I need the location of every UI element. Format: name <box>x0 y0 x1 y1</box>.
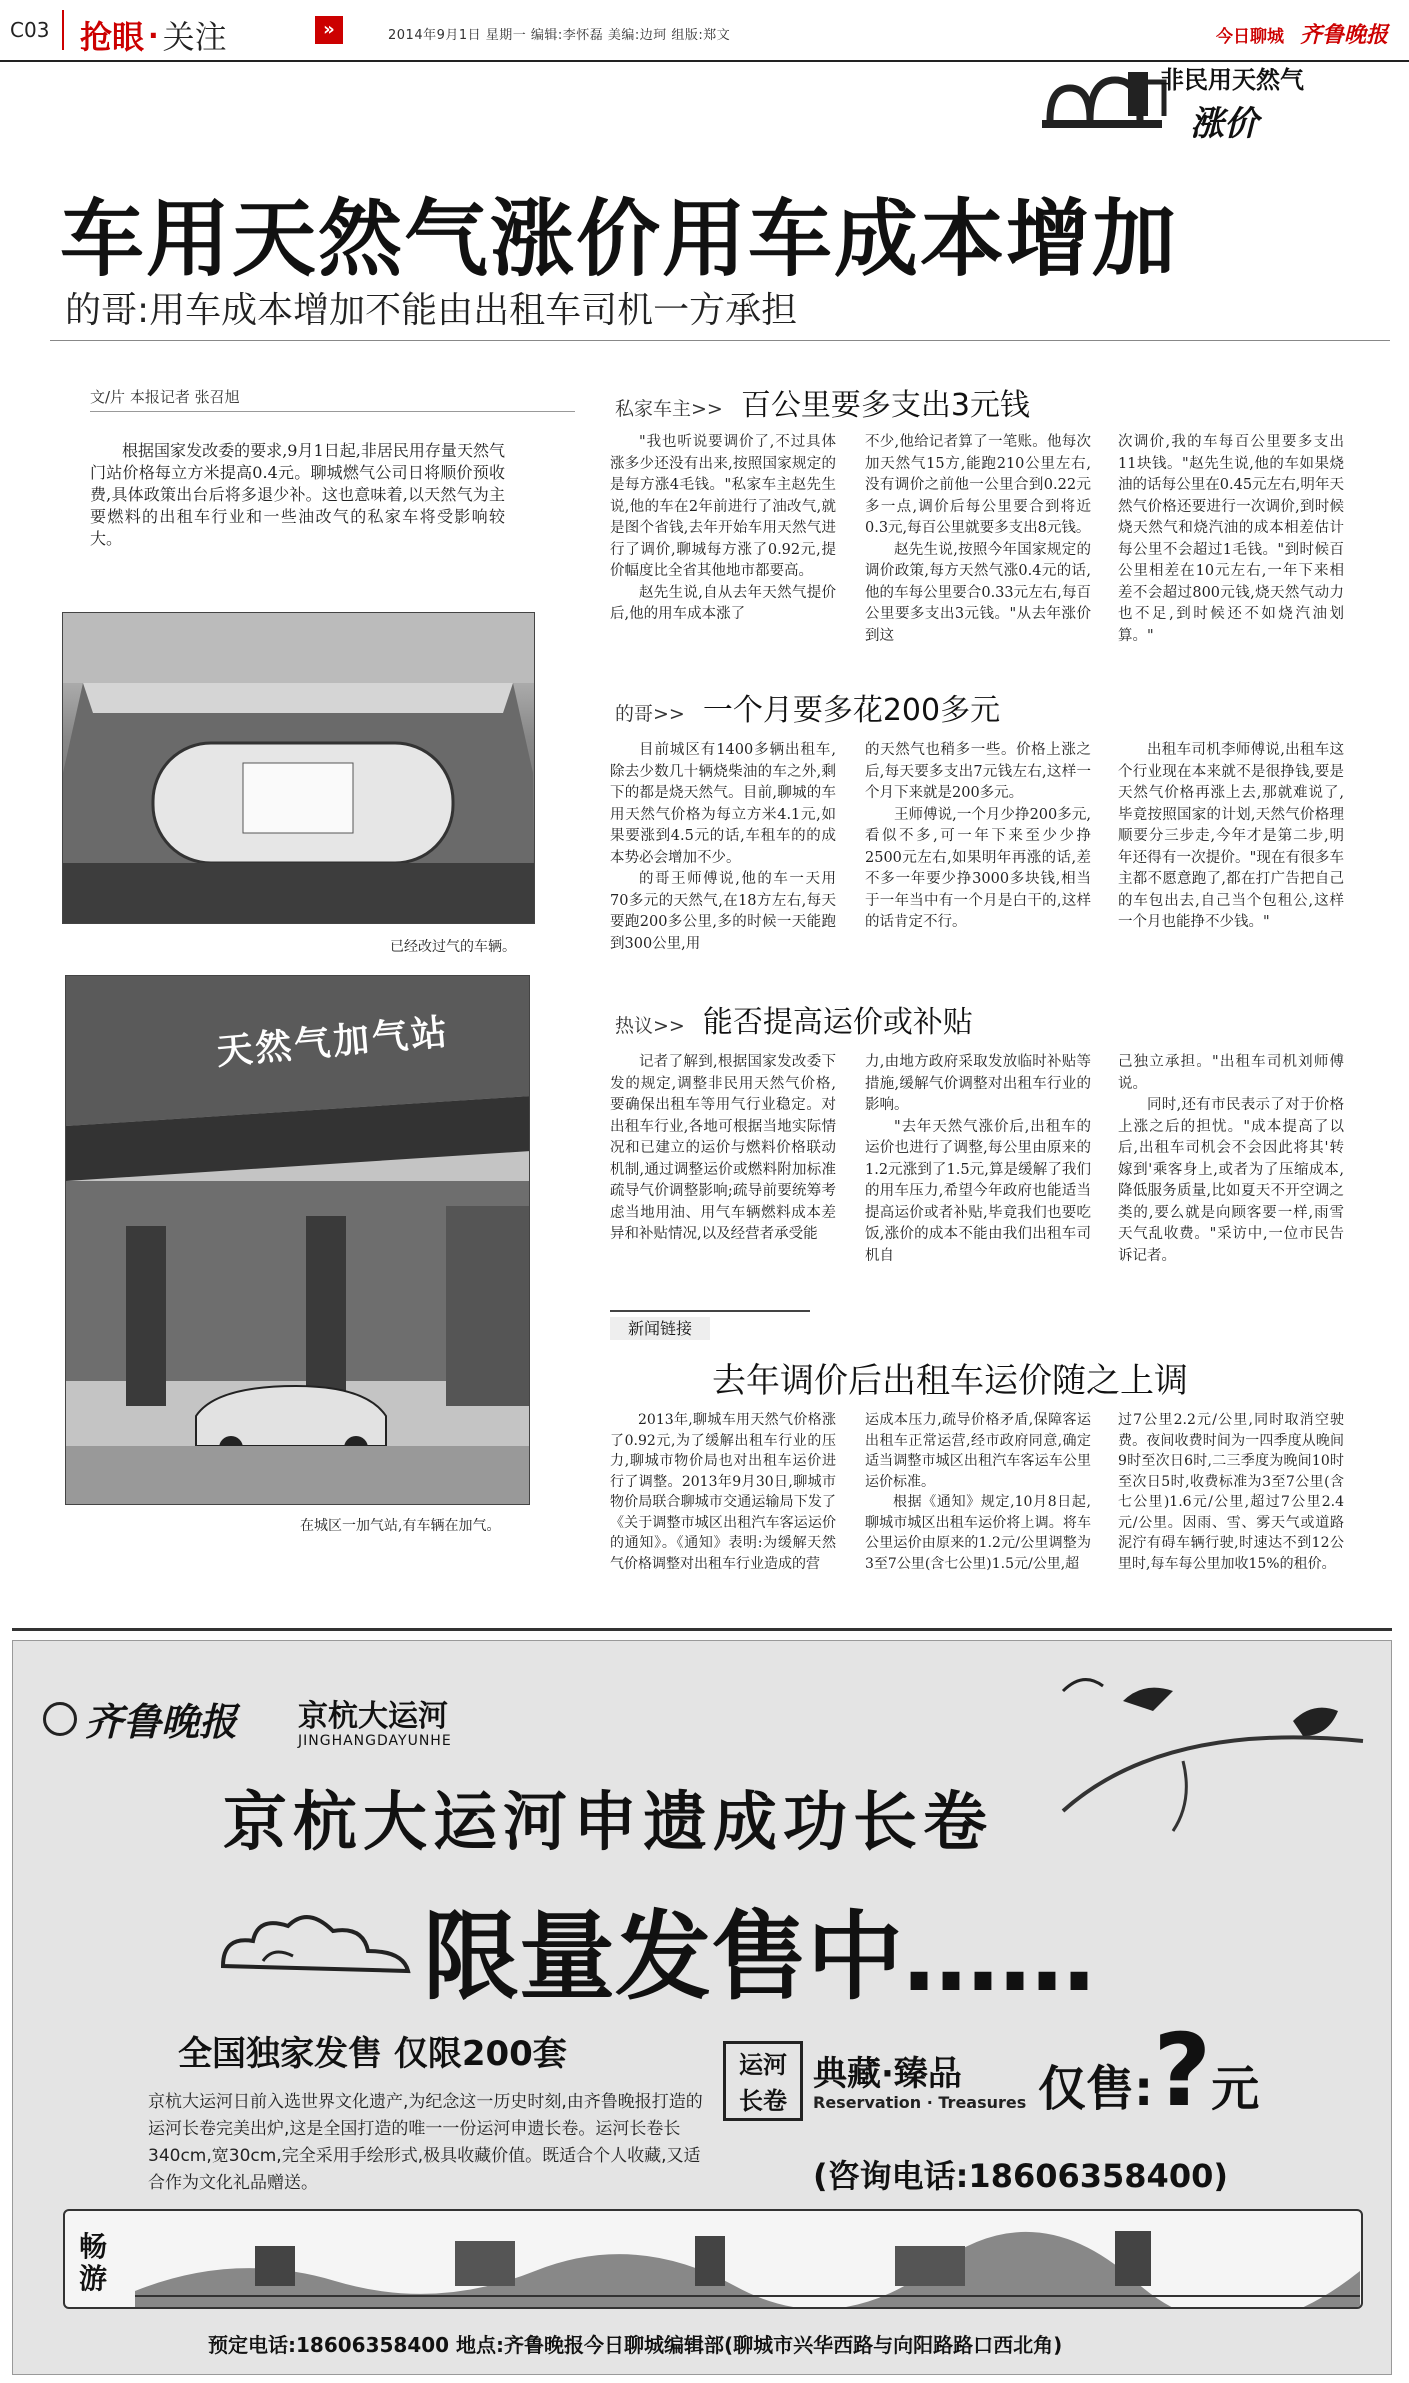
ad-description: 京杭大运河日前入选世界文化遗产,为纪念这一历史时刻,由齐鲁晚报打造的运河长卷完美出炉,这是全国打造的唯一一份运河申遗长卷。运河长卷长340cm,宽30cm,完全采用手绘形式,极具收藏价值。既适合个人收藏,又适合作为文化礼品赠送。 <box>148 2092 703 2193</box>
headline-rule <box>50 340 1390 341</box>
ad-price: 仅售: ? 元 <box>1038 2012 1260 2129</box>
photo1-caption: 已经改过气的车辆。 <box>390 939 516 955</box>
scroll-image <box>63 2209 1363 2309</box>
ad-exclusive: 全国独家发售 仅限200套 <box>178 2034 567 2074</box>
section1-heading <box>615 380 1030 424</box>
advertisement <box>12 1640 1392 2375</box>
scroll-label: 畅游 <box>79 2230 108 2295</box>
section2-col1: 目前城区有1400多辆出租车,除去少数几十辆烧柴油的车之外,剩下的都是烧天然气。目前,聊城的车用天然气价格为每立方米4.1元,如果要涨到4.5元的话,车租车的的成本势必会增加不少。 的哥王师傅说,他的车一天用70多元的天然气,在18方左右,每天要跑200多公里,多的时候一天能跑到300公里,用 <box>610 742 836 952</box>
section1-col1: "我也听说要调价了,不过具体涨多少还没有出来,按照国家规定的是每方涨4毛钱。"私家车主赵先生说,他的车在2年前进行了油改气,就是图个省钱,去年开始车用天然气进行了调价,聊城每方涨了0.92元,提价幅度比全省其他地市都要高。 赵先生说,自从去年天然气提价后,他的用车成本涨了 <box>610 434 836 622</box>
news-link-col3: 过7公里2.2元/公里,同时取消空驶费。夜间收费时间为一四季度从晚间9时至次日6时,二三季度为晚间10时至次日5时,收费标准为3至7公里(含七公里)1.6元/公里,超过7公里2.4元/公里。因雨、雪、雾天气或道路泥泞有碍车辆行驶,时速达不到12公里时,每车每公里加收15%的租价。 <box>1118 1412 1344 1572</box>
section3-heading <box>615 997 973 1041</box>
topic-tag <box>1040 58 1340 153</box>
photo-car-trunk <box>62 612 535 924</box>
ad-collect: 典藏·臻品 <box>813 2054 962 2094</box>
section2-kicker: 的哥>> <box>615 703 685 725</box>
ad-phone: (咨询电话:18606358400) <box>813 2157 1228 2195</box>
ad-logo-icon <box>43 1702 77 1736</box>
section1-col3: 次调价,我的车每百公里要多支出11块钱。"赵先生说,他的车如果烧油的话每公里在0.45元左右,明年天然气价格还要进行一次调价,到时候烧天然气和烧汽油的成本相差估计每公里不会超过1毛钱。"到时候百公里相差在10元左右,一年下来相差不会超过800元钱,烧天然气动力也不足,到时候还不如烧汽油划算。" <box>1118 434 1344 644</box>
section2-heading <box>615 685 1000 729</box>
section3-col1: 记者了解到,根据国家发改委下发的规定,调整非民用天然气价格,要确保出租车等用气行业稳定。对出租车行业,各地可根据当地实际情况和已建立的运价与燃料价格联动机制,通过调整运价或燃料附加标准疏导气价调整影响;疏导前要统筹考虑当地用油、用气车辆燃料成本差异和补贴情况,以及经营者承受能 <box>610 1054 836 1242</box>
section1-col2: 不少,他给记者算了一笔账。他每次加天然气15方,能跑210公里左右,没有调价之前他一公里合到0.22元多一点,调价后每公里要合到将近0.3元,每百公里就要多支出8元钱。 赵先生说,按照今年国家规定的调价政策,每方天然气涨0.4元的话,他的车每公里要合0.33元左右,每百公里要多支出3元钱。"从去年涨价到这 <box>865 434 1091 644</box>
ad-brand-pinyin: JINGHANGDAYUNHE <box>298 1733 452 1749</box>
ad-footer: 预定电话:18606358400 地点:齐鲁晚报今日聊城编辑部(聊城市兴华西路与向阳路路口西北角) <box>208 2333 1063 2357</box>
photo2-caption: 在城区一加气站,有车辆在加气。 <box>300 1518 501 1534</box>
section3-col3: 己独立承担。"出租车司机刘师傅说。 同时,还有市民表示了对于价格上涨之后的担忧。"成本提高了以后,出租车司机会不会因此将其'转嫁到'乘客身上,或者为了压缩成本,降低服务质量,比如夏天不开空调之类的,要么就是向顾客要一样,雨雪天气乱收费。"采访中,一位市民告诉记者。 <box>1118 1054 1344 1264</box>
ad-seal: 运河长卷 <box>723 2041 803 2121</box>
ad-collect-en: Reservation · Treasures <box>813 2093 1027 2112</box>
section1-kicker: 私家车主>> <box>615 398 723 420</box>
ad-brand: 京杭大运河 <box>298 1699 448 1734</box>
section3-title: 能否提高运价或补贴 <box>702 1005 973 1040</box>
page-title: 车用天然气涨价用车成本增加 <box>60 190 1179 288</box>
page-number: C03 <box>10 18 50 42</box>
photo-gas-station <box>65 975 530 1505</box>
bird-branch-icon <box>1043 1661 1373 1851</box>
section2-col2: 的天然气也稍多一些。价格上涨之后,每天要多支出7元钱左右,这样一个月下来就是200多元。 王师傅说,一个月少挣200多元,看似不多,可一年下来至少少挣2500元左右,如果明年再涨的话,差不多一年要少挣3000多块钱,相当于一年当中有一个月是白干的,这样的话肯定不行。 <box>865 742 1091 930</box>
section2-title: 一个月要多花200多元 <box>702 693 1001 728</box>
car-trunk-illustration <box>63 613 535 924</box>
byline: 文/片 本报记者 张召旭 <box>90 386 575 412</box>
ad-headline: 京杭大运河申遗成功长卷 <box>223 1785 993 1860</box>
header-bar <box>0 0 1409 62</box>
brand-small: 今日聊城 <box>1216 27 1284 47</box>
cloud-ornament-icon <box>213 1906 413 1986</box>
brand-logo: 齐鲁晚报 <box>1300 22 1389 48</box>
lead-paragraph: 根据国家发改委的要求,9月1日起,非居民用存量天然气门站价格每立方米提高0.4元。聊城燃气公司日将顺价预收费,具体政策出台后将多退少补。这也意味着,以天然气为主要燃料的出租车行业和一些油改气的私家车将受影响较大。 <box>90 441 505 548</box>
tag-line1: 非民用天然气 <box>1160 66 1304 94</box>
section2-col3: 出租车司机李师傅说,出租车这个行业现在本来就不是很挣钱,要是天然气价格再涨上去,那就难说了,毕竟按照国家的计划,天然气价格理顺要分三步走,今年才是第二步,明年还得有一次提价。"现在有很多车主都不愿意跑了,都在打广告把自己的车包出去,自己当个包租公,这样一个月也能挣不少钱。" <box>1118 742 1344 930</box>
news-link-col2: 运成本压力,疏导价格矛盾,保障客运出租车正常运营,经市政府同意,确定适当调整市城区出租汽车客运车公里运价标准。 根据《通知》规定,10月8日起,聊城市城区出租车运价将上调。将车公里运价由原来的1.2元/公里调整为3至7公里(含七公里)1.5元/公里,超 <box>865 1412 1091 1572</box>
news-link-col1: 2013年,聊城车用天然气价格涨了0.92元,为了缓解出租车行业的压力,聊城市物价局也对出租车运价进行了调整。2013年9月30日,聊城市物价局联合聊城市交通运输局下发了《关于调整市城区出租汽车客运运价的通知》。《通知》表明:为缓解天然气价格调整对出租车行业造成的营 <box>610 1412 836 1572</box>
news-link-label: 新闻链接 <box>610 1310 810 1339</box>
tag-line2: 涨价 <box>1190 104 1258 144</box>
page-subtitle: 的哥:用车成本增加不能由出租车司机一方承担 <box>65 290 798 331</box>
section1-title: 百公里要多支出3元钱 <box>740 388 1030 423</box>
ad-logo: 齐鲁晚报 <box>43 1691 237 1746</box>
section-divider <box>62 10 64 50</box>
news-link-title: 去年调价后出租车运价随之上调 <box>712 1361 1188 1401</box>
station-sign: 天然气加气站 <box>214 1011 452 1074</box>
section-arrow-icon: » <box>315 16 343 44</box>
section3-col2: 力,由地方政府采取发放临时补贴等措施,缓解气价调整对出租车行业的影响。 "去年天然气涨价后,出租车的运价也进行了调整,每公里由原来的1.2元涨到了1.5元,算是缓解了我们的用车压力,希望今年政府也能适当提高运价或者补贴,毕竟我们也要吃饭,涨价的成本不能由我们出租车司机自 <box>865 1054 1091 1264</box>
section3-kicker: 热议>> <box>615 1015 685 1037</box>
section-title: 抢眼 · 关注 <box>80 18 227 56</box>
scroll-landscape-illustration <box>135 2211 1360 2309</box>
ad-sale: 限量发售中…… <box>423 1901 1095 2013</box>
ad-rule <box>12 1628 1392 1631</box>
issue-info: 2014年9月1日 星期一 编辑:李怀磊 美编:边珂 组版:郑文 <box>388 28 731 43</box>
gas-tank-icon <box>1040 68 1170 148</box>
